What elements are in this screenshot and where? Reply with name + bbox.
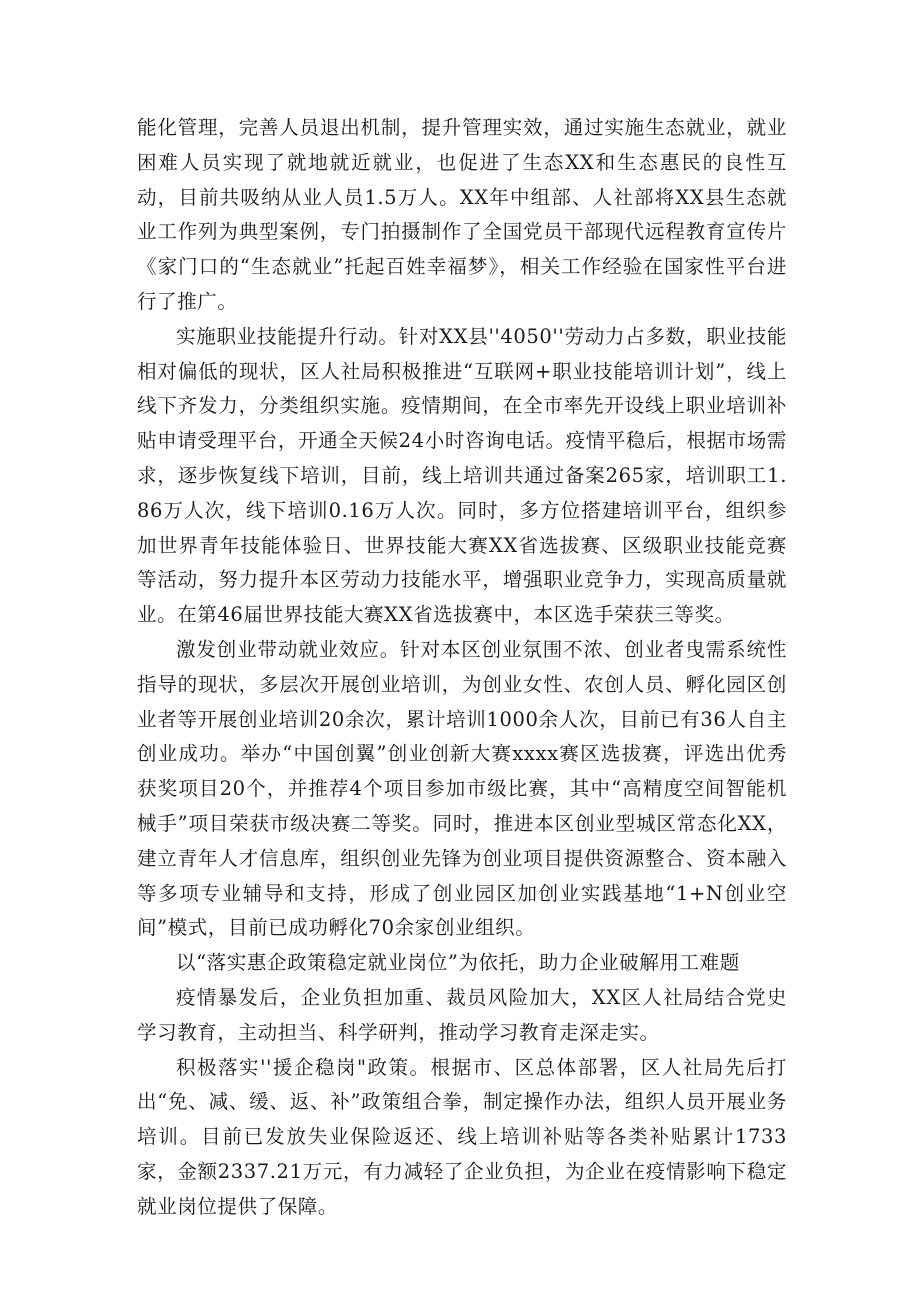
- paragraph-1: 能化管理，完善人员退出机制，提升管理实效，通过实施生态就业，就业困难人员实现了就地就近就业，也促进了生态XX和生态惠民的良性互动，目前共吸纳从业人员1.5万人。XX年中组部、人社部将XX县生态就业工作列为典型案例，专门拍摄制作了全国党员干部现代远程教育宣传片《家门口的“生态就业”托起百姓幸福梦》，相关工作经验在国家性平台进行了推广。: [137, 116, 787, 313]
- paragraph-2: 实施职业技能提升行动。针对XX县''4050''劳动力占多数，职业技能相对偏低的现状，区人社局积极推进“互联网+职业技能培训计划”，线上线下齐发力，分类组织实施。疫情期间，在全市率先开设线上职业培训补贴申请受理平台，开通全天候24小时咨询电话。疫情平稳后，根据市场需求，逐步恢复线下培训，目前，线上培训共通过备案265家，培训职工1.86万人次，线下培训0.16万人次。同时，多方位搭建培训平台，组织参加世界青年技能体验日、世界技能大赛XX省选拔赛、区级职业技能竞赛等活动，努力提升本区劳动力技能水平，增强职业竞争力，实现高质量就业。在第46届世界技能大赛XX省选拔赛中，本区选手荣获三等奖。: [137, 324, 787, 627]
- paragraph-3: 激发创业带动就业效应。针对本区创业氛围不浓、创业者曳需系统性指导的现状，多层次开展创业培训，为创业女性、农创人员、孵化园区创业者等开展创业培训20余次，累计培训1000余人次，目前已有36人自主创业成功。举办“中国创翼”创业创新大赛xxxx赛区选拔赛，评选出优秀获奖项目20个，并推荐4个项目参加市级比赛，其中“高精度空间智能机械手”项目荣获市级决赛二等奖。同时，推进本区创业型城区常态化XX，建立青年人才信息库，组织创业先锋为创业项目提供资源整合、资本融入等多项专业辅导和支持，形成了创业园区加创业实践基地“1+N创业空间”模式，目前已成功孵化70余家创业组织。: [137, 637, 787, 940]
- paragraph-5: 积极落实''援企稳岗"政策。根据市、区总体部署，区人社局先后打出“免、减、缓、返、补”政策组合拳，制定操作办法，组织人员开展业务培训。目前已发放失业保险返还、线上培训补贴等各类补贴累计1733家，金额2337.21万元，有力减轻了企业负担，为企业在疫情影响下稳定就业岗位提供了保障。: [137, 1055, 787, 1218]
- section-heading: 以“落实惠企政策稳定就业岗位”为依托，助力企业破解用工难题: [176, 951, 740, 975]
- paragraph-4: 疫情暴发后，企业负担加重、裁员风险加大，XX区人社局结合党史学习教育，主动担当、科学研判，推动学习教育走深走实。: [137, 985, 787, 1044]
- document-body: [137, 111, 787, 1225]
